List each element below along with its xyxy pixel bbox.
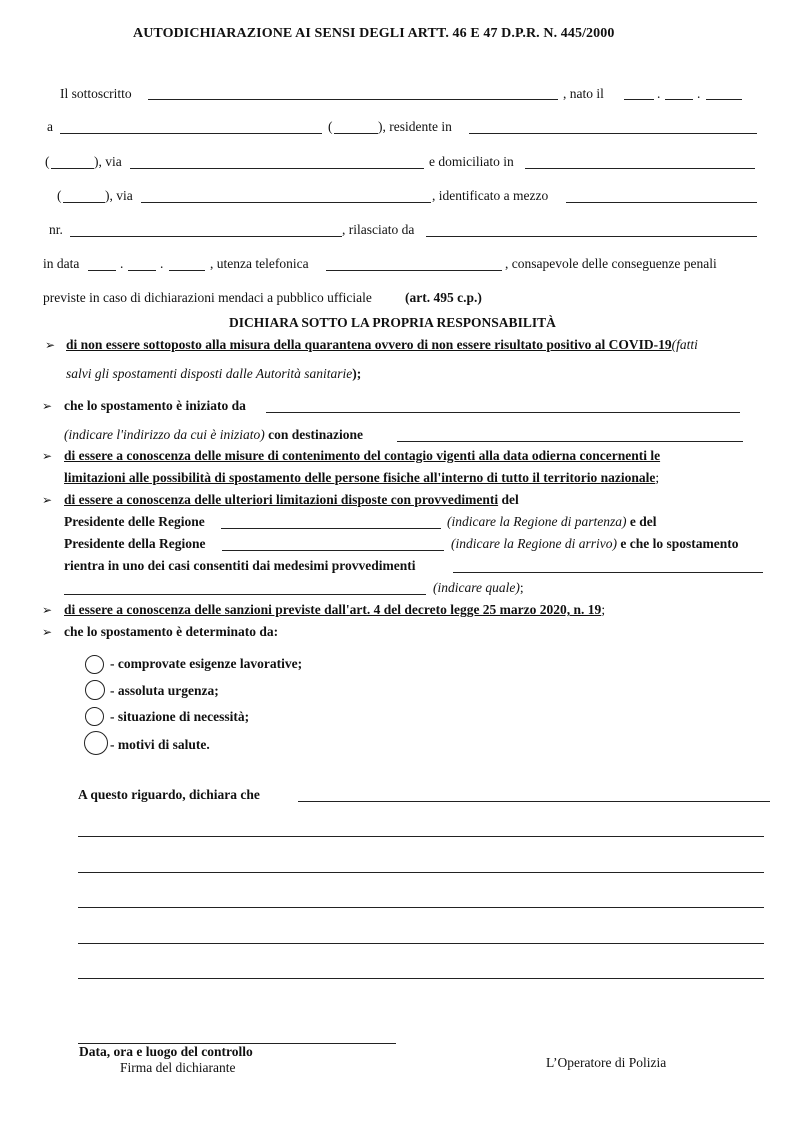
riguardo-label: A questo riguardo, dichiara che <box>78 787 260 802</box>
identificato-label: , identificato a mezzo <box>432 188 549 203</box>
data-luogo-label: Data, ora e luogo del controllo <box>79 1044 253 1059</box>
issue-day-field[interactable] <box>88 270 116 271</box>
allowed-case-field-2[interactable] <box>64 594 426 595</box>
ulteriori-row <box>64 492 519 508</box>
paren-open: ( <box>45 154 50 169</box>
birth-month-field[interactable] <box>665 99 693 100</box>
document-number-field[interactable] <box>70 236 342 237</box>
del-label: del <box>501 492 519 507</box>
operatore-label: L’Operatore di Polizia <box>546 1055 667 1070</box>
residence-field[interactable] <box>469 133 757 134</box>
arrivo-hint: (indicare la Regione di arrivo) <box>451 536 617 551</box>
issued-by-field[interactable] <box>426 236 757 237</box>
arrow-bullet-icon: ➢ <box>42 399 53 413</box>
item-quarantena-cont <box>66 366 361 382</box>
date-dot: . <box>160 256 164 271</box>
option-label-salute: - motivi di salute. <box>110 737 210 752</box>
riguardo-field-3[interactable] <box>78 872 764 873</box>
option-radio-urgenza[interactable] <box>85 680 105 700</box>
region-departure-field[interactable] <box>221 528 441 529</box>
issue-year-field[interactable] <box>169 270 205 271</box>
arrivo-row <box>451 536 738 552</box>
allowed-case-field-1[interactable] <box>453 572 763 573</box>
domicile-field[interactable] <box>525 168 755 169</box>
indirizzo-hint: (indicare l'indirizzo da cui è iniziato) <box>64 427 265 442</box>
arrow-bullet-icon: ➢ <box>42 449 53 463</box>
spostamento-label: che lo spostamento è iniziato da <box>64 398 246 413</box>
e-del-label: e del <box>629 514 657 529</box>
destination-field[interactable] <box>397 441 743 442</box>
quarantena-italic: (fatti <box>671 337 698 352</box>
page-title: AUTODICHIARAZIONE AI SENSI DEGLI ARTT. 46 E 47 D.P.R. N. 445/2000 <box>133 26 615 41</box>
nato-label: , nato il <box>563 86 604 101</box>
id-document-field[interactable] <box>566 202 757 203</box>
date-dot: . <box>120 256 124 271</box>
via2-label: ), via <box>105 188 133 203</box>
destinazione-label: con destinazione <box>268 427 364 442</box>
indirizzo-row <box>64 427 363 443</box>
date-dot: . <box>657 86 661 101</box>
partenza-hint: (indicare la Regione di partenza) <box>447 514 627 529</box>
e-che-label: e che lo spostamento <box>620 536 739 551</box>
riguardo-field-5[interactable] <box>78 943 764 944</box>
misure-line-1: di essere a conoscenza delle misure di contenimento del contagio vigenti alla data odierna concernenti le <box>64 448 661 463</box>
residente-label: ), residente in <box>378 119 452 134</box>
sottoscritto-label: Il sottoscritto <box>60 86 132 101</box>
riguardo-field-2[interactable] <box>78 836 764 837</box>
residence-street-field[interactable] <box>130 168 424 169</box>
birthplace-province-field[interactable] <box>334 133 378 134</box>
quale-row <box>433 580 524 596</box>
misure-line-2-row <box>64 470 659 486</box>
rientra-label: rientra in uno dei casi consentiti dai medesimi provvedimenti <box>64 558 416 573</box>
birth-day-field[interactable] <box>624 99 654 100</box>
previste-label: previste in caso di dichiarazioni mendaci a pubblico ufficiale <box>43 290 372 305</box>
utenza-label: , utenza telefonica <box>210 256 309 271</box>
riguardo-field-6[interactable] <box>78 978 764 979</box>
item-quarantena <box>66 337 698 353</box>
a-label: a <box>47 119 53 134</box>
arrow-bullet-icon: ➢ <box>42 493 53 507</box>
domicilio-label: e domiciliato in <box>429 154 514 169</box>
riguardo-field-1[interactable] <box>298 801 770 802</box>
arrow-bullet-icon: ➢ <box>42 625 53 639</box>
presidente-arrivo-label: Presidente della Regione <box>64 536 206 551</box>
paren-open: ( <box>57 188 62 203</box>
sanzioni-row <box>64 602 605 618</box>
option-label-urgenza: - assoluta urgenza; <box>110 683 219 698</box>
via1-label: ), via <box>94 154 122 169</box>
quarantena-italic-2: salvi gli spostamenti disposti dalle Autorità sanitarie <box>66 366 353 381</box>
firma-label: Firma del dichiarante <box>120 1060 236 1075</box>
residence-province-field[interactable] <box>51 168 94 169</box>
sanzioni-label: di essere a conoscenza delle sanzioni previste dall'art. 4 del decreto legge 25 marzo 2020, n. 19 <box>64 602 602 617</box>
quarantena-end: ); <box>352 366 362 381</box>
option-radio-lavorative[interactable] <box>85 655 104 674</box>
phone-field[interactable] <box>326 270 502 271</box>
region-arrival-field[interactable] <box>222 550 444 551</box>
issue-month-field[interactable] <box>128 270 156 271</box>
quale-end: ; <box>519 580 524 595</box>
arrow-bullet-icon: ➢ <box>45 338 56 352</box>
option-radio-salute[interactable] <box>84 731 108 755</box>
quarantena-text: di non essere sottoposto alla misura della quarantena ovvero di non essere risultato positivo al COVID-19 <box>66 337 672 352</box>
quale-hint: (indicare quale) <box>433 580 520 595</box>
option-label-necessita: - situazione di necessità; <box>110 709 250 724</box>
rilasciato-label: , rilasciato da <box>342 222 415 237</box>
misure-end: ; <box>655 470 660 485</box>
data-label: in data <box>43 256 80 271</box>
presidente-partenza-label: Presidente delle Regione <box>64 514 205 529</box>
sanzioni-end: ; <box>601 602 606 617</box>
sottoscritto-field[interactable] <box>148 99 558 100</box>
domicile-province-field[interactable] <box>63 202 105 203</box>
declaration-heading: DICHIARA SOTTO LA PROPRIA RESPONSABILITÀ <box>229 315 556 330</box>
consapevole-label: , consapevole delle conseguenze penali <box>505 256 717 271</box>
misure-line-2: limitazioni alle possibilità di spostamento delle persone fisiche all'interno di tutto il territorio nazionale <box>64 470 656 485</box>
option-label-lavorative: - comprovate esigenze lavorative; <box>110 656 303 671</box>
date-dot: . <box>697 86 701 101</box>
determinato-label: che lo spostamento è determinato da: <box>64 624 279 639</box>
riguardo-field-4[interactable] <box>78 907 764 908</box>
option-radio-necessita[interactable] <box>85 707 104 726</box>
paren-open: ( <box>328 119 333 134</box>
arrow-bullet-icon: ➢ <box>42 603 53 617</box>
nr-label: nr. <box>49 222 63 237</box>
domicile-street-field[interactable] <box>141 202 431 203</box>
partenza-row <box>447 514 656 530</box>
birthplace-field[interactable] <box>60 133 322 134</box>
origin-address-field[interactable] <box>266 412 740 413</box>
birth-year-field[interactable] <box>706 99 742 100</box>
art-label: (art. 495 c.p.) <box>405 290 482 305</box>
ulteriori-label: di essere a conoscenza delle ulteriori limitazioni disposte con provvedimenti <box>64 492 499 507</box>
